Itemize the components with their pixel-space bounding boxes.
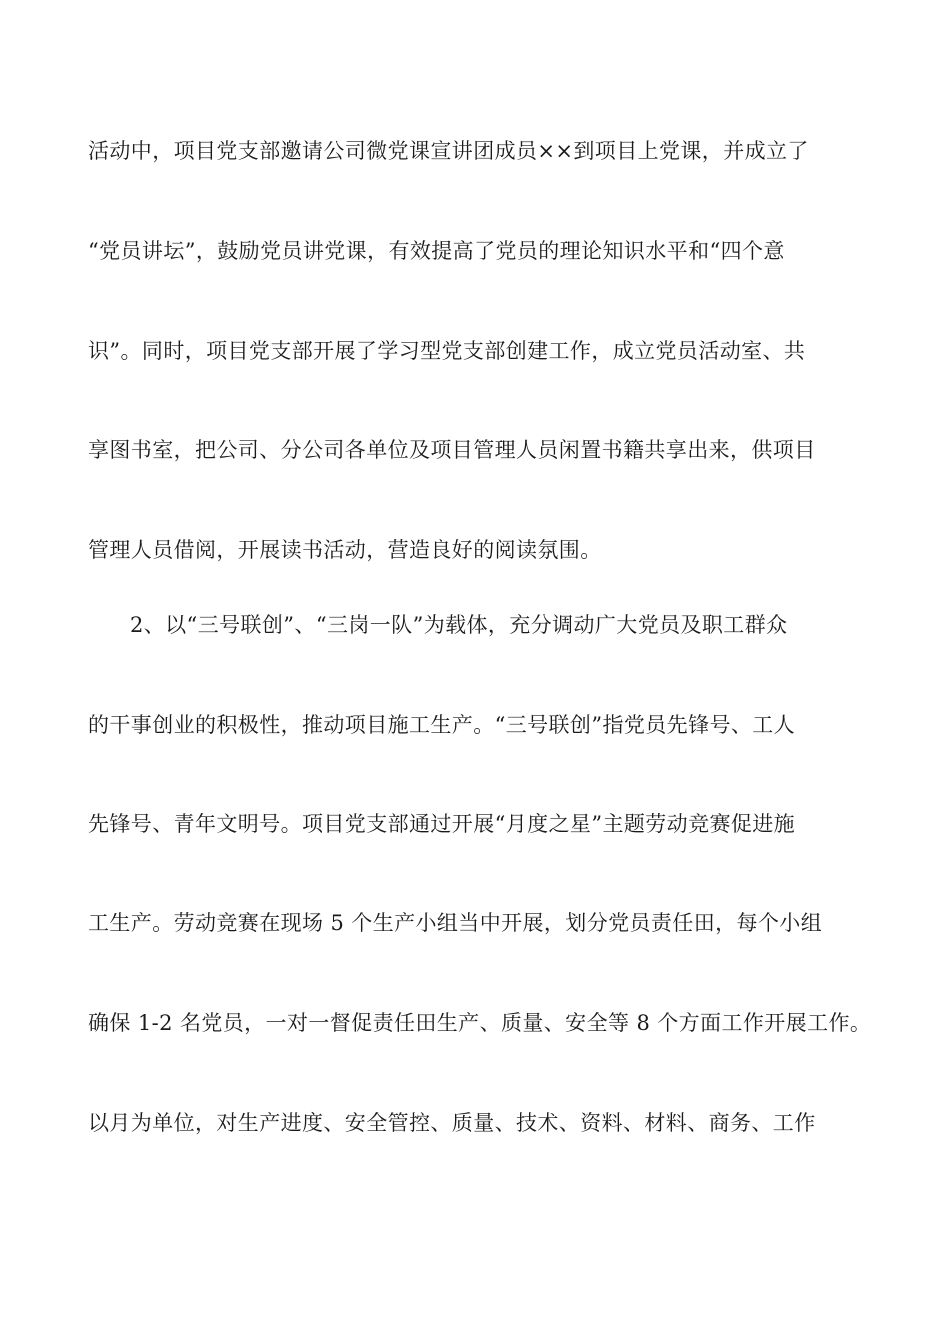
paragraph-line: 享图书室，把公司、分公司各单位及项目管理人员闲置书籍共享出来，供项目 — [88, 438, 816, 462]
paragraph-line: 管理人员借阅，开展读书活动，营造良好的阅读氛围。 — [88, 538, 602, 562]
paragraph-line: 的干事创业的积极性，推动项目施工生产。“三号联创”指党员先锋号、工人 — [88, 713, 796, 737]
paragraph-line: 工生产。劳动竞赛在现场 5 个生产小组当中开展，划分党员责任田，每个小组 — [88, 911, 823, 935]
paragraph-line: 活动中，项目党支部邀请公司微党课宣讲团成员××到项目上党课，并成立了 — [88, 139, 809, 163]
paragraph-line: 确保 1-2 名党员，一对一督促责任田生产、质量、安全等 8 个方面工作开展工作。 — [88, 1011, 872, 1035]
paragraph-line: 以月为单位，对生产进度、安全管控、质量、技术、资料、材料、商务、工作 — [88, 1111, 816, 1135]
paragraph-line: 先锋号、青年文明号。项目党支部通过开展“月度之星”主题劳动竞赛促进施 — [88, 812, 796, 836]
paragraph-line: 识”。同时，项目党支部开展了学习型党支部创建工作，成立党员活动室、共 — [88, 339, 806, 363]
paragraph-line: “党员讲坛”，鼓励党员讲党课，有效提高了党员的理论知识水平和“四个意 — [88, 239, 785, 263]
paragraph-line: 2、以“三号联创”、“三岗一队”为载体，充分调动广大党员及职工群众 — [130, 613, 788, 637]
